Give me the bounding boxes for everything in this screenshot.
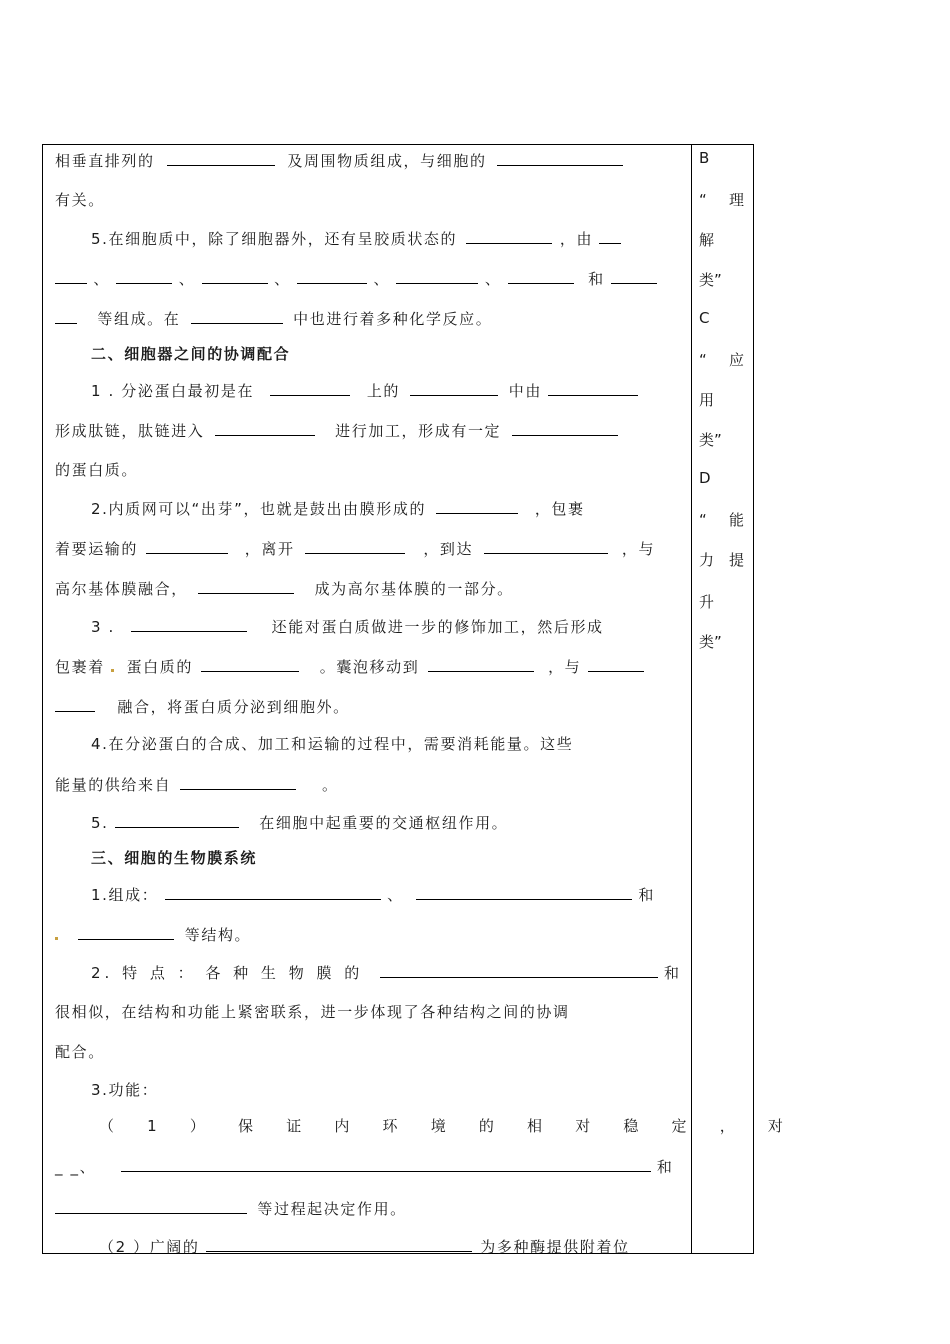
text: 5.在细胞质中，除了细胞器外，还有呈胶质状态的 <box>91 230 458 248</box>
blank[interactable] <box>611 267 657 284</box>
text: 上的 <box>366 382 401 400</box>
level-letter: B <box>699 149 710 167</box>
blank[interactable] <box>512 419 618 436</box>
level-letter: D <box>699 469 711 487</box>
text: 二、细胞器之间的协调配合 <box>91 345 291 363</box>
text: 蛋白质的 <box>126 658 193 676</box>
text: ，与 <box>621 540 656 558</box>
blank[interactable] <box>146 537 228 554</box>
text: 、 <box>484 270 502 288</box>
blank[interactable] <box>410 379 498 396</box>
text: 和 <box>663 964 681 982</box>
text: 融合，将蛋白质分泌到细胞外。 <box>117 698 350 716</box>
text: ，包裹 <box>534 500 585 518</box>
text: 。 <box>321 776 339 794</box>
stray-mark <box>55 937 58 940</box>
blank[interactable] <box>167 149 275 166</box>
text-line <box>55 307 667 329</box>
section-heading <box>55 343 667 365</box>
stray-mark <box>111 669 114 672</box>
blank[interactable] <box>270 379 350 396</box>
blank[interactable] <box>215 419 315 436</box>
text: 相垂直排列的 <box>55 152 155 170</box>
level-char: 力 <box>699 551 715 569</box>
text-line <box>55 497 667 519</box>
text: 着要运输的 <box>55 540 139 558</box>
text: 成为高尔基体膜的一部分。 <box>314 580 514 598</box>
blank[interactable] <box>436 497 518 514</box>
blank[interactable] <box>191 307 283 324</box>
blank[interactable] <box>55 307 77 324</box>
text-line <box>55 883 667 905</box>
blank[interactable] <box>297 267 367 284</box>
quote-mark: “ <box>699 351 707 369</box>
text: 等过程起决定作用。 <box>257 1200 407 1218</box>
text-line <box>55 615 667 637</box>
blank[interactable] <box>548 379 638 396</box>
level-letter: C <box>699 309 710 327</box>
blank[interactable] <box>497 149 623 166</box>
text: 的蛋白质。 <box>55 461 139 479</box>
text: 中由 <box>508 382 542 400</box>
text: 等结构。 <box>184 926 252 944</box>
text-line <box>55 733 667 755</box>
text: 配合。 <box>55 1043 105 1061</box>
text: 为多种酶提供附着位 <box>480 1238 630 1256</box>
text-line <box>55 811 667 833</box>
blank[interactable] <box>131 615 247 632</box>
text: 在细胞中起重要的交通枢纽作用。 <box>259 814 509 832</box>
text-line <box>55 961 681 983</box>
text-line <box>55 1041 667 1063</box>
blank[interactable] <box>165 883 381 900</box>
blank[interactable] <box>206 1235 472 1252</box>
text-line <box>55 1155 674 1177</box>
blank[interactable] <box>202 267 268 284</box>
text-line <box>55 1001 667 1023</box>
blank[interactable] <box>599 227 621 244</box>
blank[interactable] <box>380 961 658 978</box>
text: 形成肽链，肽链进入 <box>55 422 205 440</box>
text: 和 <box>656 1158 674 1176</box>
text: 等组成。在 <box>97 310 181 328</box>
text-line <box>55 379 667 401</box>
text: 能量的供给来自 <box>55 776 172 794</box>
level-char: 能 <box>729 511 745 529</box>
blank[interactable] <box>55 267 87 284</box>
text: （ 1 ） 保 证 内 环 境 的 相 对 稳 定 ， 对 <box>99 1117 798 1135</box>
quote-mark: “ <box>699 511 707 529</box>
text: 包裹着 <box>55 658 105 676</box>
text-line <box>55 695 667 717</box>
blank[interactable] <box>78 923 174 940</box>
blank[interactable] <box>180 773 296 790</box>
text: 、 <box>387 886 404 904</box>
text: _ _、 <box>55 1158 97 1176</box>
blank[interactable] <box>588 655 644 672</box>
level-char: 用 <box>699 391 715 409</box>
quote-mark: “ <box>699 191 707 209</box>
blank[interactable] <box>55 1197 247 1214</box>
text-line <box>55 537 667 559</box>
text: 4.在分泌蛋白的合成、加工和运输的过程中，需要消耗能量。这些 <box>91 735 574 753</box>
text: 高尔基体膜融合， <box>55 580 188 598</box>
text-line <box>55 227 667 249</box>
text: （2 ）广阔的 <box>99 1238 200 1256</box>
level-char: 类” <box>699 431 722 449</box>
text: 、 <box>178 270 196 288</box>
text: 还能对蛋白质做进一步的修饰加工，然后形成 <box>271 618 604 636</box>
text: 1 . 分泌蛋白最初是在 <box>91 382 255 400</box>
text: 及周围物质组成，与细胞的 <box>287 152 487 170</box>
text: 很相似，在结构和功能上紧密联系，进一步体现了各种结构之间的协调 <box>55 1003 570 1021</box>
text-line <box>55 267 667 289</box>
blank[interactable] <box>508 267 574 284</box>
blank[interactable] <box>416 883 632 900</box>
blank[interactable] <box>198 577 294 594</box>
blank[interactable] <box>305 537 405 554</box>
blank[interactable] <box>116 267 172 284</box>
blank[interactable] <box>55 695 95 712</box>
worksheet-table <box>42 144 798 1256</box>
level-char: 类” <box>699 271 722 289</box>
text: 中也进行着多种化学反应。 <box>293 310 493 328</box>
text-line <box>55 577 667 599</box>
text: 1.组成： <box>91 886 159 904</box>
text: ，离开 <box>244 540 295 558</box>
text-line <box>55 149 667 171</box>
text-line <box>55 419 667 441</box>
blank[interactable] <box>484 537 608 554</box>
text: 2.内质网可以“出芽”，也就是鼓出由膜形成的 <box>91 500 427 518</box>
text: 三、细胞的生物膜系统 <box>91 849 258 867</box>
text: ，到达 <box>423 540 474 558</box>
text-line <box>55 1115 798 1137</box>
blank[interactable] <box>201 655 299 672</box>
text-line <box>55 1197 667 1219</box>
text: 有关。 <box>55 191 105 209</box>
text: 2. 特 点 ： 各 种 生 物 膜 的 <box>91 964 364 982</box>
text-line <box>55 923 667 945</box>
blank[interactable] <box>121 1155 651 1172</box>
text: 。囊泡移动到 <box>319 658 420 676</box>
blank[interactable] <box>466 227 552 244</box>
level-char: 解 <box>699 231 715 249</box>
text-line <box>55 189 667 211</box>
text: 、 <box>274 270 291 288</box>
level-char: 理 <box>729 191 745 209</box>
level-char: 类” <box>699 633 722 651</box>
text-line <box>55 773 667 795</box>
text: 3 . <box>91 618 115 636</box>
text: 5. <box>91 814 109 832</box>
blank[interactable] <box>115 811 239 828</box>
text-line <box>55 1079 667 1101</box>
level-char: 提 <box>729 551 745 569</box>
text: ，由 <box>559 230 594 248</box>
text: 、 <box>93 270 110 288</box>
text-line <box>55 459 667 481</box>
text: 进行加工，形成有一定 <box>335 422 502 440</box>
text: 、 <box>373 270 391 288</box>
level-char: 应 <box>729 351 745 369</box>
text: 和 <box>588 270 605 288</box>
text-line <box>55 655 667 677</box>
text: 和 <box>638 886 656 904</box>
text: ，与 <box>548 658 582 676</box>
section-heading <box>55 847 667 869</box>
level-char: 升 <box>699 593 715 611</box>
blank[interactable] <box>428 655 534 672</box>
text: 3.功能： <box>91 1081 159 1099</box>
text-line <box>55 1235 667 1257</box>
blank[interactable] <box>396 267 478 284</box>
column-divider <box>691 145 692 1253</box>
